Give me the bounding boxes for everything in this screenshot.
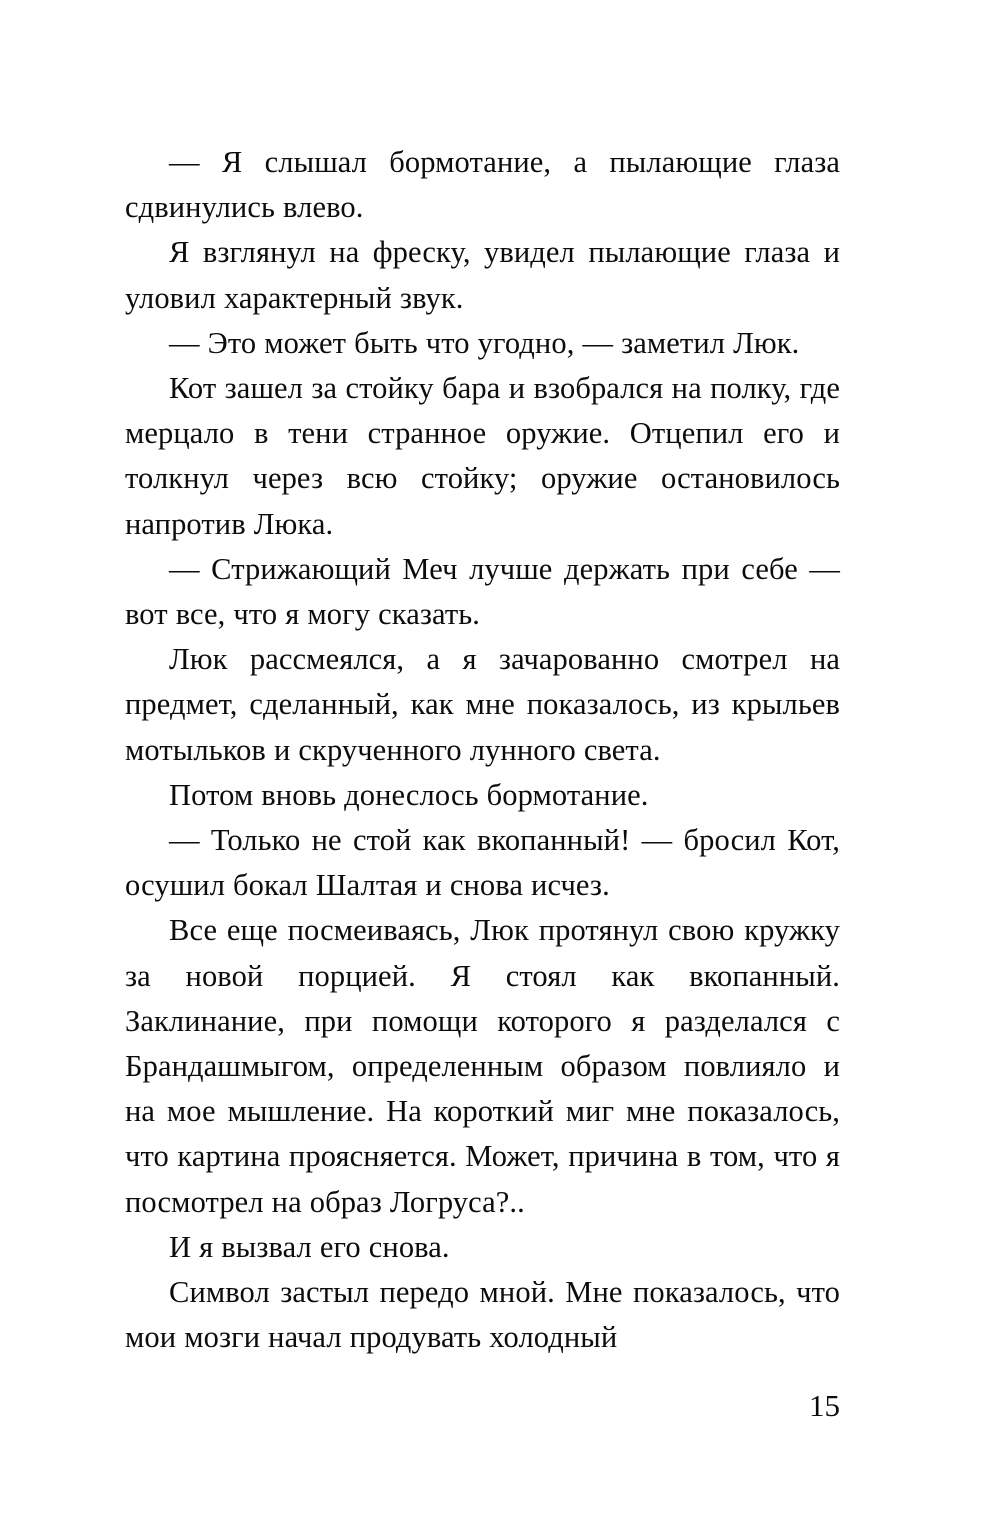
paragraph: Я взглянул на фреску, увидел пылающие глаза и уловил характерный звук. bbox=[125, 235, 840, 315]
paragraph: — Стрижающий Меч лучше держать при себе — вот все, что я могу сказать. bbox=[125, 551, 840, 632]
paragraph: Кот зашел за стойку бара и взобрался на полку, где мерцало в тени странное оружие. Отцепил его и толкнул через всю стойку; оружие остановилось напротив Люка. bbox=[125, 371, 840, 541]
paragraph: Символ застыл передо мной. Мне показалось, что мои мозги начал продувать холодный bbox=[125, 1275, 840, 1355]
page-text-body bbox=[125, 140, 840, 1360]
page-number: 15 bbox=[809, 1388, 840, 1423]
paragraph: — Только не стой как вкопанный! — бросил Кот, осушил бокал Шалтая и снова исчез. bbox=[125, 823, 840, 903]
paragraph: Все еще посмеиваясь, Люк протянул свою кружку за новой порцией. Я стоял как вкопанный. Заклинание, при помощи которого я разделался с Брандашмыгом, определенным образом повлияло и на мое мышление. На короткий миг мне показалось, что картина проясняется. Может, причина в том, что я посмотрел на образ Логруса?.. bbox=[125, 913, 840, 1219]
paragraph: Потом вновь донеслось бормотание. bbox=[169, 777, 649, 812]
paragraph: — Я слышал бормотание, а пылающие глаза сдвинулись влево. bbox=[125, 145, 840, 225]
paragraph: И я вызвал его снова. bbox=[169, 1229, 450, 1264]
paragraph: Люк рассмеялся, а я зачарованно смотрел на предмет, сделанный, как мне показалось, из крыльев мотыльков и скрученного лунного света. bbox=[125, 642, 840, 767]
paragraph: — Это может быть что угодно, — заметил Люк. bbox=[169, 325, 800, 360]
